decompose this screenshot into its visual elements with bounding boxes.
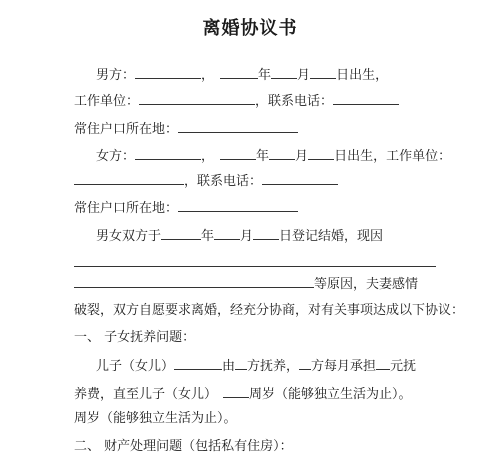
payer-party-blank	[299, 357, 311, 370]
comma: ，	[201, 149, 215, 164]
male-birth-month-blank	[271, 66, 297, 79]
year-label: 年	[201, 229, 215, 244]
child-custody-line	[96, 357, 416, 375]
marriage-line	[96, 227, 383, 245]
phone-label: ，联系电话：	[184, 174, 263, 189]
reason-blank-line-1	[74, 266, 436, 267]
child-name-blank	[174, 357, 222, 370]
marriage-prefix: 男女双方于	[96, 229, 162, 244]
female-birth-day-blank	[308, 147, 334, 160]
residence-label: 常住户口所在地：	[74, 201, 179, 216]
marriage-year-blank	[161, 227, 201, 240]
support-line	[74, 385, 412, 403]
year-label: 年	[256, 149, 270, 164]
custody-party-blank	[235, 357, 247, 370]
amount-blank	[376, 357, 390, 370]
yuan-label: 元抚	[390, 359, 417, 374]
male-residence-blank	[178, 120, 298, 133]
birth-suffix: 日出生，	[336, 68, 389, 83]
male-birth-day-blank	[310, 66, 336, 79]
by-label: 由	[222, 359, 236, 374]
support-age-suffix: 周岁（能够独立生活为止）。	[249, 387, 412, 402]
male-birth-line	[96, 66, 388, 84]
section-1-heading: 一、 子女抚养问题：	[74, 330, 196, 345]
birth-work-suffix: 日出生，工作单位：	[334, 149, 452, 164]
support-age-blank	[223, 385, 249, 398]
phone-label: ，联系电话：	[255, 94, 334, 109]
breakdown-line: 破裂，双方自愿要求离婚，经充分协商，对有关事项达成以下协议：	[74, 303, 465, 318]
month-label: 月	[240, 229, 254, 244]
work-unit-label: 工作单位：	[74, 94, 140, 109]
marriage-day-blank	[253, 227, 279, 240]
reason-suffix: 等原因，夫妻感情	[314, 277, 419, 292]
section-2-heading: 二、 财产处理问题（包括私有住房）：	[74, 439, 293, 454]
male-work-line	[74, 92, 399, 110]
month-label: 月	[297, 68, 311, 83]
marriage-suffix: 日登记结婚，现因	[279, 229, 384, 244]
marriage-month-blank	[214, 227, 240, 240]
month-label: 月	[295, 149, 309, 164]
reason-line	[74, 275, 418, 293]
custody-label: 方抚养，	[247, 359, 300, 374]
male-label: 男方：	[96, 68, 136, 83]
year-label: 年	[258, 68, 272, 83]
child-label: 儿子（女儿）	[96, 359, 175, 374]
age-line: 周岁（能够独立生活为止）。	[74, 411, 237, 426]
male-birth-year-blank	[220, 66, 258, 79]
female-work-line	[74, 172, 338, 190]
document-title: 离婚协议书	[202, 18, 298, 39]
female-birth-line	[96, 147, 451, 165]
monthly-label: 方每月承担	[311, 359, 377, 374]
support-label: 养费，直至儿子（女儿）	[74, 387, 218, 402]
male-name-blank	[135, 66, 201, 79]
female-label: 女方：	[96, 149, 136, 164]
male-residence-line	[74, 120, 298, 138]
female-residence-line	[74, 199, 298, 217]
male-work-unit-blank	[139, 92, 255, 105]
residence-label: 常住户口所在地：	[74, 122, 179, 137]
female-birth-month-blank	[269, 147, 295, 160]
reason-blank-line-2	[74, 275, 314, 288]
male-phone-blank	[333, 92, 399, 105]
comma: ，	[201, 68, 215, 83]
female-birth-year-blank	[220, 147, 256, 160]
female-work-unit-blank	[74, 172, 184, 185]
female-residence-blank	[178, 199, 298, 212]
female-phone-blank	[262, 172, 338, 185]
female-name-blank	[135, 147, 201, 160]
